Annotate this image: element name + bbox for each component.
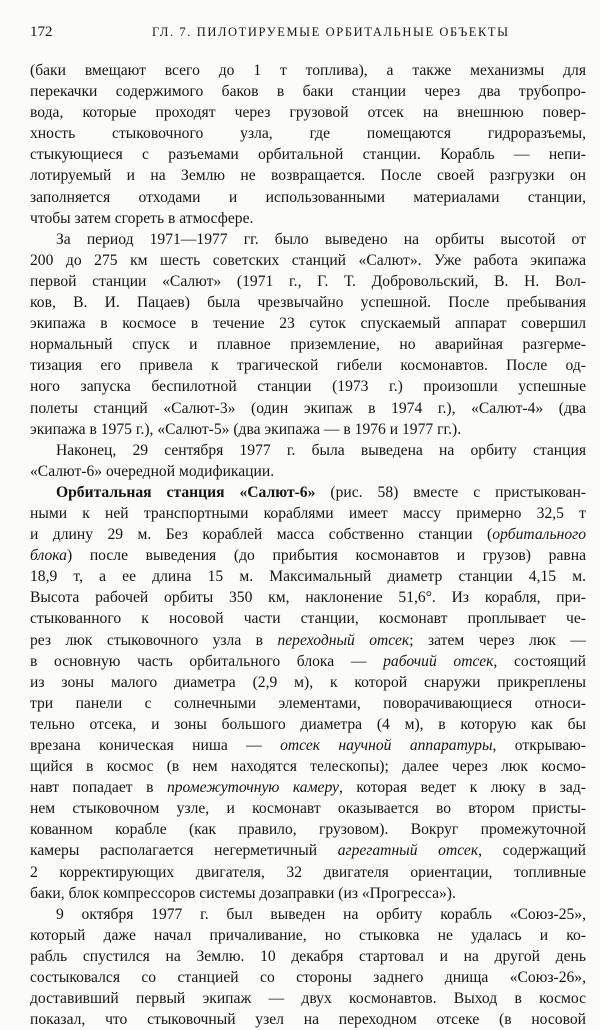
text-line <box>30 735 586 756</box>
text-span: экипажа в 1975 г.), «Салют-5» (два экипажа — в 1976 и 1977 гг.). <box>30 420 462 438</box>
text-span: чтобы затем сгореть в атмосфере. <box>30 209 254 227</box>
text-line <box>30 714 586 735</box>
text-span: кованном корабле (как правило, грузовом). Вокруг промежуточной <box>30 821 586 839</box>
italic-term: орбитального <box>492 526 586 544</box>
text-span: заполняется отходами и использованными материалами станции, <box>30 188 586 206</box>
text-line <box>30 461 586 482</box>
text-span: ков, В. И. Пацаев) была чрезвычайно успешной. После пребывания <box>30 294 586 312</box>
text-line <box>30 925 586 946</box>
text-span: перекачки содержимого баков в баки станции через два трубопро- <box>30 83 586 101</box>
text-line <box>30 250 586 271</box>
text-span: , открываю- <box>492 737 586 754</box>
text-span: 18,9 т, а ее длина 15 м. Максимальный диаметр станции 4,15 м. <box>30 568 586 586</box>
italic-term: отсек научной аппаратуры <box>280 737 493 754</box>
italic-term: рабочий отсек <box>383 652 494 670</box>
page-header <box>30 24 586 50</box>
text-span: ) после выведения (до прибытия космонавтов и грузов) равна <box>66 547 586 565</box>
bold-term: Орбитальная станция «Салют-6» <box>56 483 316 501</box>
text-span: 9 октября 1977 г. был выведен на орбиту корабль «Союз-25», <box>56 905 586 923</box>
text-span: нормальный спуск и плавное приземление, но аварийная разгерме- <box>30 336 586 354</box>
text-span: Высота рабочей орбиты 350 км, наклонение 51,6°. Из корабля, при- <box>30 589 586 607</box>
text-span: рабль спустился на Землю. 10 декабря стартовал и на другой день <box>30 947 586 965</box>
text-span: рез люк стыковочного узла в <box>30 631 278 649</box>
text-line <box>30 334 586 355</box>
text-line <box>30 777 586 798</box>
text-span: тельно отсека, и зоны большого диаметра (4 м), в которую как бы <box>30 715 586 733</box>
text-span: в основную часть орбитального блока — <box>30 652 384 670</box>
text-span: «Салют-6» очередной модификации. <box>30 462 275 480</box>
text-line <box>30 883 586 904</box>
text-span: (баки вмещают всего до 1 т топлива), а также механизмы для <box>30 62 586 79</box>
text-line <box>30 165 586 186</box>
text-line <box>30 60 586 81</box>
text-line <box>30 398 586 419</box>
text-span: , которая ведет к люку в зад- <box>338 779 586 797</box>
text-line <box>30 798 586 819</box>
text-span: (рис. 58) вместе с пристыкован- <box>315 483 587 501</box>
text-line <box>30 672 586 693</box>
text-line <box>30 608 586 629</box>
text-line <box>30 271 586 292</box>
text-line <box>30 840 586 861</box>
text-span: нем стыковочном узле, и космонавт оказывается во втором присты- <box>30 800 586 818</box>
text-line <box>30 587 586 608</box>
text-span: состыковался со станцией со стороны заднего днища «Союз-26», <box>30 969 586 987</box>
text-line <box>30 904 586 925</box>
text-line <box>30 187 586 208</box>
text-line <box>30 862 586 883</box>
text-line <box>30 208 586 229</box>
text-line <box>30 630 586 651</box>
text-span: 2 корректирующих двигателя, 32 двигателя ориентации, топливные <box>30 863 586 881</box>
text-line <box>30 292 586 313</box>
text-line <box>30 693 586 714</box>
text-span: и длину 29 м. Без кораблей масса собственно станции ( <box>30 526 493 544</box>
text-line <box>30 440 586 461</box>
text-span: За период 1971—1977 гг. было выведено на орбиты высотой от <box>56 230 586 248</box>
running-head: ГЛ. 7. ПИЛОТИРУЕМЫЕ ОРБИТАЛЬНЫЕ ОБЪЕКТЫ <box>152 25 510 39</box>
text-line <box>30 651 586 672</box>
text-span: ного запуска беспилотной станции (1973 г.) произошли успешные <box>30 378 586 396</box>
text-span: стыкующиеся с разъемами орбитальной станции. Корабль — непи- <box>30 146 586 164</box>
text-line <box>30 144 586 165</box>
text-line <box>30 482 586 503</box>
text-line <box>30 503 586 524</box>
text-span: из зоны малого диаметра (2,9 м), к которой снаружи прикреплены <box>30 673 586 691</box>
text-line <box>30 419 586 440</box>
text-span: 200 до 275 км шесть советских станций «Салют». Уже работа экипажа <box>30 251 586 269</box>
text-line <box>30 123 586 144</box>
text-span: показал, что стыковочный узел на переходном отсеке (в носовой <box>30 1011 586 1029</box>
text-line <box>30 229 586 250</box>
text-line <box>30 756 586 777</box>
text-line <box>30 566 586 587</box>
text-span: , содержащий <box>478 842 586 860</box>
italic-term: блока <box>30 547 67 565</box>
text-span: экипажа в космосе в течение 23 суток спускаемый аппарат совершил <box>30 315 586 333</box>
text-span: лотируемый и на Землю не возвращается. После своей разгрузки он <box>30 167 586 185</box>
text-span: навт попадает в <box>30 779 167 797</box>
text-line <box>30 524 586 545</box>
text-span: ; затем через люк — <box>409 631 586 649</box>
text-line <box>30 819 586 840</box>
text-span: тизация его привела к трагической гибели космонавтов. После од- <box>30 357 586 375</box>
italic-term: переходный отсек <box>277 631 410 649</box>
italic-term: агрегатный отсек <box>337 842 479 860</box>
body-text <box>30 60 586 1030</box>
text-span: баки, блок компрессоров системы дозаправки (из «Прогресса»). <box>30 884 456 902</box>
italic-term: промежуточную камеру <box>166 779 339 797</box>
text-line <box>30 355 586 376</box>
text-line <box>30 967 586 988</box>
text-span: ными к ней транспортными кораблями имеет массу примерно 32,5 т <box>30 504 586 522</box>
page-number: 172 <box>30 24 53 40</box>
text-line <box>30 988 586 1009</box>
text-span: который даже начал причаливание, но стыковка не удалась и ко- <box>30 926 586 944</box>
text-span: хность стыковочного узла, где помещаются гидроразъемы, <box>30 125 586 143</box>
text-span: полеты станций «Салют-3» (один экипаж в 1974 г.), «Салют-4» (два <box>30 399 586 417</box>
text-span: врезана коническая ниша — <box>30 737 281 754</box>
text-line <box>30 545 586 566</box>
text-span: доставивший первый экипаж — двух космонавтов. Выход в космос <box>30 990 586 1008</box>
text-span: стыкованного к носовой части станции, космонавт проплывает че- <box>30 610 586 628</box>
text-line <box>30 946 586 967</box>
text-line <box>30 81 586 102</box>
text-span: три панели с солнечными элементами, поворачивающиеся относи- <box>30 694 586 712</box>
text-span: Наконец, 29 сентября 1977 г. была выведена на орбиту станция <box>56 441 586 459</box>
text-span: вода, которые проходят через грузовой отсек на внешнюю повер- <box>30 104 586 122</box>
text-line <box>30 1009 586 1030</box>
text-line <box>30 313 586 334</box>
text-span: камеры располагается негерметичный <box>30 842 338 860</box>
text-span: щийся в космос (в нем находятся телескопы); далее через люк космо- <box>30 758 586 776</box>
text-line <box>30 102 586 123</box>
text-span: , состоящий <box>493 652 586 670</box>
text-line <box>30 376 586 397</box>
text-span: первой станции «Салют» (1971 г., Г. Т. Добровольский, В. Н. Вол- <box>30 272 586 290</box>
